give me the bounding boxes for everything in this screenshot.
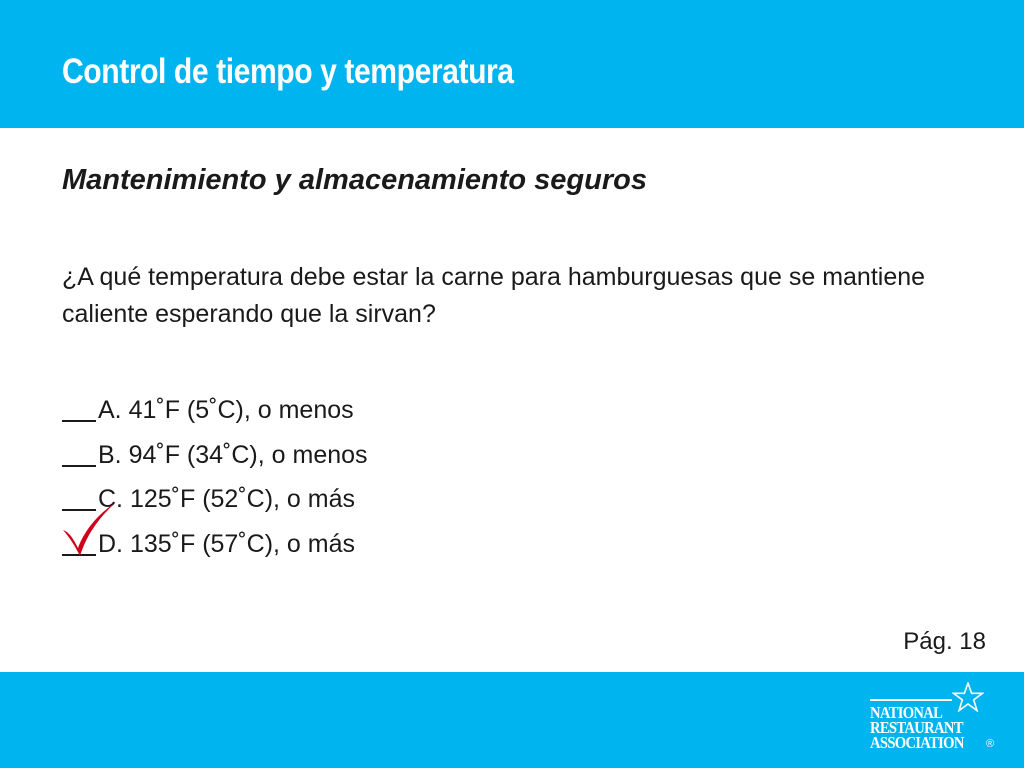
checkmark-icon — [61, 500, 117, 558]
answer-option-a — [62, 386, 368, 431]
answer-option-label: D. 135˚F (57˚C), o más — [98, 529, 356, 558]
answer-blank — [62, 435, 96, 467]
registered-mark: ® — [986, 738, 995, 750]
slide-subtitle: Mantenimiento y almacenamiento seguros — [62, 164, 647, 196]
answer-option-label: A. 41˚F (5˚C), o menos — [98, 396, 354, 424]
logo-text-line: RESTAURANT — [870, 718, 963, 737]
logo-text-line: ASSOCIATION — [870, 733, 964, 752]
answer-option-b — [62, 431, 368, 476]
page-number: Pág. 18 — [903, 628, 986, 655]
logo-text-line: NATIONAL — [870, 703, 943, 722]
star-icon — [952, 682, 984, 712]
national-restaurant-association-logo — [866, 680, 996, 760]
answer-blank — [62, 390, 96, 422]
answer-option-label: B. 94˚F (34˚C), o menos — [98, 440, 368, 469]
logo-rule — [870, 699, 952, 701]
answer-option-label: C. 125˚F (52˚C), o más — [98, 485, 356, 513]
slide-title: Control de tiempo y temperatura — [62, 52, 514, 91]
question-text: ¿A qué temperatura debe estar la carne para hamburguesas que se mantiene caliente esperando que la sirvan? — [62, 263, 926, 328]
